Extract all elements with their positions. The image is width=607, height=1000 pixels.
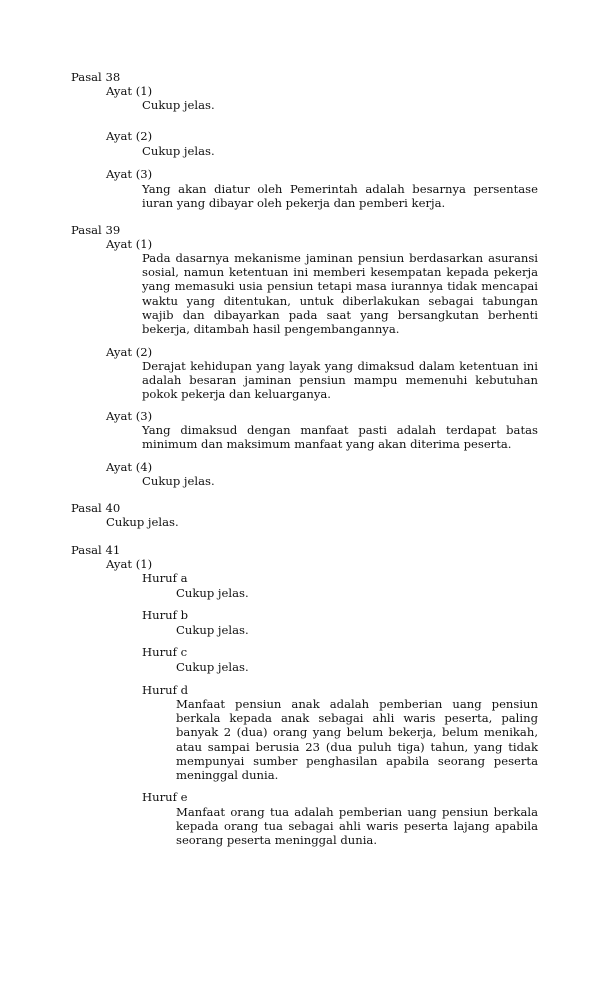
ayat-label: Ayat (3) xyxy=(106,167,153,181)
ayat-text: Yang dimaksud dengan manfaat pasti adalah terdapat batas minimum dan maksimum manfaat yang akan diterima peserta. xyxy=(142,423,538,452)
ayat-label: Ayat (1) xyxy=(106,557,153,571)
ayat-label: Ayat (4) xyxy=(106,460,153,474)
ayat-label: Ayat (1) xyxy=(106,237,153,251)
ayat-text: Yang akan diatur oleh Pemerintah adalah besarnya persentase iuran yang dibayar oleh pekerja dan pemberi kerja. xyxy=(142,182,538,211)
huruf-text: Cukup jelas. xyxy=(176,660,249,674)
ayat-label: Ayat (3) xyxy=(106,409,153,423)
huruf-text: Cukup jelas. xyxy=(176,586,249,600)
ayat-label: Ayat (1) xyxy=(106,84,153,98)
pasal-41-heading: Pasal 41 xyxy=(71,543,121,557)
huruf-label: Huruf c xyxy=(142,645,188,659)
pasal-text: Cukup jelas. xyxy=(106,515,179,529)
ayat-text: Cukup jelas. xyxy=(142,144,215,158)
ayat-text: Cukup jelas. xyxy=(142,474,215,488)
huruf-label: Huruf b xyxy=(142,608,188,622)
huruf-text: Manfaat pensiun anak adalah pemberian uang pensiun berkala kepada anak sebagai ahli waris peserta, paling banyak 2 (dua) orang yang belum bekerja, belum menikah, atau sampai berusia 23 (dua puluh tiga) tahun, yang tidak mempunyai sumber penghasilan apabila seorang peserta meninggal dunia. xyxy=(176,697,538,783)
huruf-text: Cukup jelas. xyxy=(176,623,249,637)
ayat-text: Cukup jelas. xyxy=(142,98,215,112)
huruf-label: Huruf a xyxy=(142,571,188,585)
ayat-label: Ayat (2) xyxy=(106,345,153,359)
huruf-text: Manfaat orang tua adalah pemberian uang pensiun berkala kepada orang tua sebagai ahli waris peserta lajang apabila seorang peserta meninggal dunia. xyxy=(176,805,538,848)
huruf-label: Huruf d xyxy=(142,683,188,697)
huruf-label: Huruf e xyxy=(142,790,188,804)
pasal-39-heading: Pasal 39 xyxy=(71,223,121,237)
ayat-label: Ayat (2) xyxy=(106,129,153,143)
pasal-40-heading: Pasal 40 xyxy=(71,501,121,515)
pasal-38-heading: Pasal 38 xyxy=(71,70,121,84)
ayat-text: Derajat kehidupan yang layak yang dimaksud dalam ketentuan ini adalah besaran jaminan pensiun mampu memenuhi kebutuhan pokok pekerja dan keluarganya. xyxy=(142,359,538,402)
ayat-text: Pada dasarnya mekanisme jaminan pensiun berdasarkan asuransi sosial, namun ketentuan ini memberi kesempatan kepada pekerja yang memasuki usia pensiun tetapi masa iurannya tidak mencapai waktu yang ditentukan, untuk diberlakukan sebagai tabungan wajib dan dibayarkan pada saat yang bersangkutan berhenti bekerja, ditambah hasil pengembangannya. xyxy=(142,251,538,337)
